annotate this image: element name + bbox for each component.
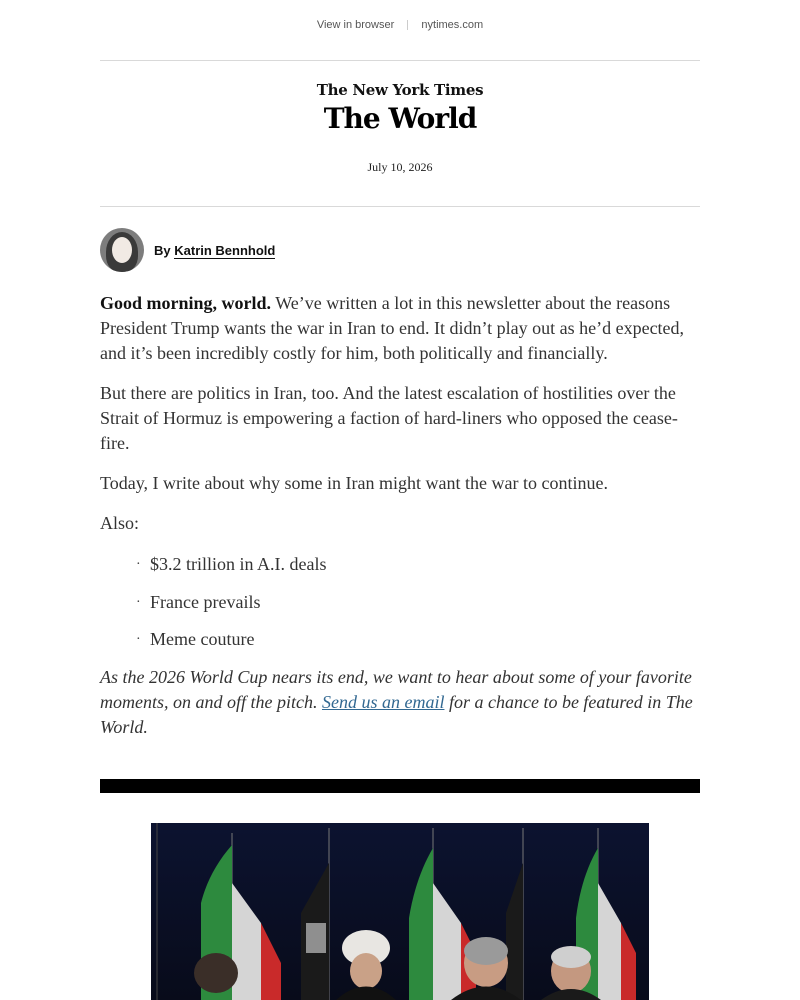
masthead-divider	[100, 206, 700, 207]
lead-photo	[151, 823, 649, 1000]
lead-greeting: Good morning, world.	[100, 293, 272, 313]
paragraph-2: But there are politics in Iran, too. And the latest escalation of hostilities over the Strait of Hormuz is empowering a faction of hard-liners who opposed the cease-fire.	[100, 383, 678, 453]
nytimes-link[interactable]: nytimes.com	[421, 19, 484, 31]
top-divider	[100, 60, 700, 61]
list-item: · $3.2 trillion in A.I. deals	[136, 552, 700, 577]
photo-illustration	[151, 823, 649, 1000]
bullet-icon: ·	[136, 632, 141, 647]
world-cup-callout: As the 2026 World Cup nears its end, we want to hear about some of your favorite moments, on and off the pitch. Send us an email for a chance to be featured in The World.	[100, 666, 693, 737]
byline-text	[154, 243, 275, 258]
send-email-link[interactable]: Send us an email	[321, 691, 445, 712]
top-links-bar	[0, 0, 800, 50]
list-item: · Meme couture	[136, 627, 700, 652]
author-link[interactable]: Katrin Bennhold	[174, 242, 276, 258]
nyt-logo[interactable]: The New York Times	[316, 81, 484, 99]
issue-date: July 10, 2026	[367, 160, 433, 174]
also-label: Also:	[100, 513, 140, 533]
section-divider-bar	[100, 779, 700, 793]
lead-paragraph	[100, 291, 700, 366]
masthead	[100, 80, 700, 136]
paragraph-3: Today, I write about why some in Iran might want the war to continue.	[100, 473, 608, 493]
divider	[407, 20, 408, 30]
view-in-browser-link[interactable]: View in browser	[316, 19, 395, 31]
article-body	[100, 291, 700, 755]
author-avatar	[100, 228, 144, 272]
bullet-icon: ·	[136, 594, 141, 610]
lead-text: We’ve written a lot in this newsletter about the reasons President Trump wants the war in Iran to end. It didn’t play out as he’d expected, and it’s been incredibly costly for him, both politically and financially.	[100, 293, 685, 363]
newsletter-title: The World	[323, 102, 477, 135]
bullet-icon: ·	[136, 557, 141, 572]
list-item: · France prevails	[136, 590, 700, 615]
byline	[100, 227, 275, 273]
byline-prefix: By	[154, 242, 171, 258]
also-list	[100, 552, 700, 652]
